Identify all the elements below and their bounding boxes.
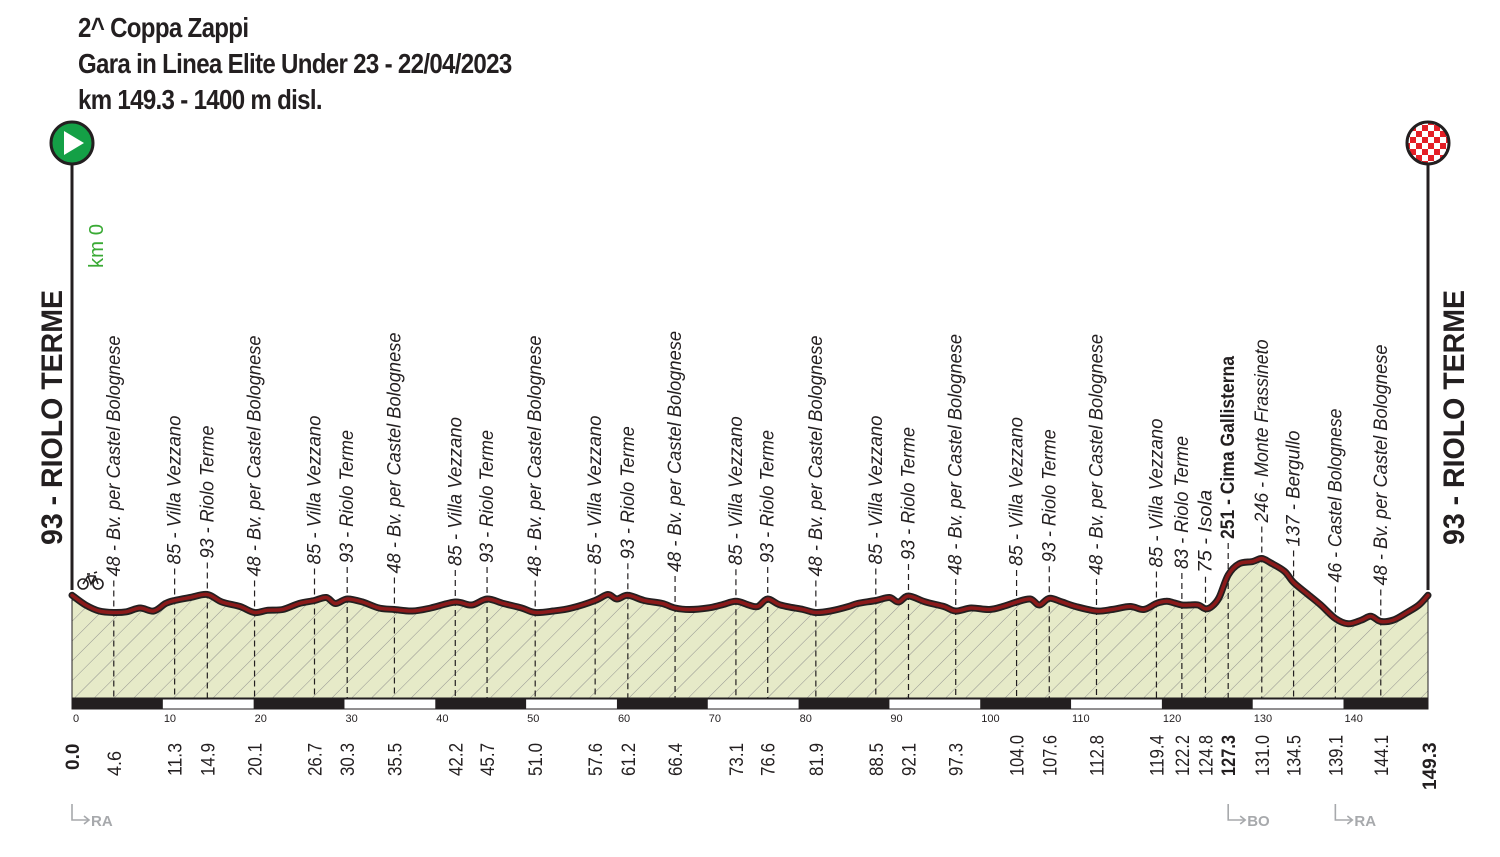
bicycle-icon: [78, 572, 103, 589]
waypoint-km-label: 66.4: [666, 739, 688, 776]
km-tick-label: 80: [799, 713, 812, 725]
checker-cell: [1446, 161, 1452, 167]
direction-label: BO: [1247, 813, 1270, 830]
checker-cell: [1428, 131, 1434, 137]
waypoint-label: 93 - Riolo Terme: [337, 423, 359, 563]
checker-cell: [1404, 125, 1410, 131]
waypoint-label: 137 - Bergullo: [1283, 428, 1305, 547]
km-tick-label: 0: [73, 713, 80, 725]
waypoint-km-label: 127.3: [1219, 728, 1241, 776]
waypoint-km-label: 20.1: [245, 739, 267, 776]
start-flag-icon: [51, 122, 93, 164]
waypoint-label: 93 - Riolo Terme: [477, 423, 499, 563]
waypoint-km-label: 4.6: [104, 749, 126, 776]
checker-cell: [1428, 125, 1434, 131]
checker-cell: [1416, 143, 1422, 149]
waypoint-label: 48 - Bv. per Castel Bolognese: [805, 325, 827, 577]
km-tick-label: 90: [890, 713, 903, 725]
waypoint-label: 75 - Isola: [1195, 494, 1217, 573]
checker-cell: [1404, 155, 1410, 161]
checker-cell: [1410, 143, 1416, 149]
checker-cell: [1422, 125, 1428, 131]
waypoint-label: 48 - Bv. per Castel Bolognese: [945, 323, 967, 575]
km-axis-segment: [980, 699, 1071, 709]
waypoint-km-label: 42.2: [446, 739, 468, 776]
waypoint-label: 48 - Bv. per Castel Bolognese: [1370, 334, 1392, 586]
race-title: 2^ Coppa Zappi: [78, 12, 249, 43]
checker-cell: [1422, 137, 1428, 143]
waypoint-label: 83 - Riolo Terme: [1171, 429, 1193, 569]
waypoint-label: 48 - Bv. per Castel Bolognese: [525, 325, 547, 577]
waypoint-km-label: 14.9: [198, 739, 220, 776]
waypoint-label: 48 - Bv. per Castel Bolognese: [103, 325, 125, 577]
waypoint-km-label: 30.3: [338, 739, 360, 776]
waypoint-km-label: 144.1: [1371, 728, 1393, 776]
checker-cell: [1434, 143, 1440, 149]
waypoint-km-label: 134.5: [1284, 728, 1306, 776]
waypoint-km-label: 51.0: [526, 739, 548, 776]
checker-cell: [1428, 149, 1434, 155]
direction-markers: [72, 804, 1376, 830]
start-location-label: 93 - RIOLO TERME: [36, 276, 69, 545]
km0-label: km 0: [86, 224, 108, 268]
waypoint-label: 48 - Bv. per Castel Bolognese: [384, 322, 406, 574]
finish-km-label: 149.3: [1420, 742, 1441, 790]
waypoint-labels: [63, 320, 1441, 790]
waypoint-label: 85 - Villa Vezzano: [1006, 413, 1028, 566]
waypoint-label: 48 - Bv. per Castel Bolognese: [244, 325, 266, 577]
km-tick-label: 70: [708, 713, 722, 725]
checker-cell: [1416, 137, 1422, 143]
waypoint-km-label: 107.6: [1040, 728, 1062, 776]
km-axis-segment: [1344, 699, 1428, 709]
waypoint-label: 85 - Villa Vezzano: [304, 412, 326, 565]
checker-cell: [1428, 137, 1434, 143]
checker-cell: [1440, 137, 1446, 143]
direction-label: RA: [1354, 813, 1377, 830]
km-axis-segment: [617, 699, 708, 709]
waypoint-km-label: 88.5: [866, 739, 888, 776]
checker-cell: [1410, 161, 1416, 167]
waypoint-label: 246 - Monte Frassineto: [1251, 327, 1273, 523]
waypoint-km-label: 119.4: [1147, 729, 1169, 776]
checker-cell: [1446, 119, 1452, 125]
waypoint-km-label: 61.2: [618, 739, 640, 776]
checker-cell: [1422, 155, 1428, 161]
km-tick-label: 100: [981, 713, 1000, 725]
waypoint-label: 85 - Villa Vezzano: [445, 413, 467, 566]
checker-cell: [1404, 119, 1410, 125]
waypoint-km-label: 131.0: [1252, 728, 1274, 776]
waypoint-km-label: 45.7: [478, 739, 500, 776]
checker-cell: [1434, 149, 1440, 155]
km-axis-segment: [254, 699, 345, 709]
waypoint-label: 93 - Riolo Terme: [197, 418, 219, 559]
waypoint-label: 48 - Bv. per Castel Bolognese: [1086, 323, 1108, 575]
waypoint-km-label: 139.1: [1326, 728, 1348, 776]
waypoint-label: 93 - Riolo Terme: [617, 419, 639, 560]
checker-cell: [1422, 143, 1428, 149]
km-tick-label: 110: [1072, 713, 1090, 725]
waypoint-label: 85 - Villa Vezzano: [1146, 415, 1168, 568]
km-axis: [72, 699, 1428, 725]
waypoint-km-label: 112.8: [1087, 729, 1109, 776]
waypoint-km-label: 35.5: [385, 739, 407, 776]
waypoint-km-label: 97.3: [946, 739, 968, 776]
waypoint-km-label: 104.0: [1007, 728, 1029, 776]
checker-cell: [1416, 149, 1422, 155]
waypoint-label: 85 - Villa Vezzano: [865, 412, 887, 565]
checker-cell: [1440, 161, 1446, 167]
waypoint-label: 85 - Villa Vezzano: [725, 413, 747, 566]
checker-cell: [1416, 131, 1422, 137]
finish-location-label: 93 - RIOLO TERME: [1438, 276, 1471, 545]
checker-cell: [1422, 131, 1428, 137]
waypoint-label: 93 - Riolo Terme: [757, 423, 779, 563]
checker-cell: [1440, 119, 1446, 125]
waypoint-km-label: 73.1: [726, 739, 748, 776]
km-tick-label: 120: [1162, 713, 1182, 725]
waypoint-km-label: 124.8: [1196, 728, 1218, 776]
km-axis-segment: [799, 699, 890, 709]
km-axis-segment: [1162, 699, 1253, 709]
checker-cell: [1428, 143, 1434, 149]
start-km-label: 0.0: [63, 743, 84, 770]
checker-cell: [1434, 137, 1440, 143]
waypoint-km-label: 57.6: [586, 739, 608, 776]
km-axis-segment: [72, 699, 163, 709]
checker-cell: [1404, 161, 1410, 167]
race-subtitle: Gara in Linea Elite Under 23 - 22/04/2023: [78, 48, 512, 79]
waypoint-label: 93 - Riolo Terme: [1039, 422, 1061, 563]
checker-cell: [1428, 155, 1434, 161]
waypoint-label: 46 - Castel Bolognese: [1325, 395, 1347, 583]
checker-cell: [1410, 119, 1416, 125]
waypoint-label: 85 - Villa Vezzano: [164, 412, 186, 565]
waypoint-label: 85 - Villa Vezzano: [585, 412, 607, 565]
km-axis-segment: [435, 699, 526, 709]
km-tick-label: 10: [163, 713, 177, 725]
km-tick-label: 30: [345, 713, 358, 725]
waypoint-label: 48 - Bv. per Castel Bolognese: [665, 320, 687, 572]
km-tick-label: 130: [1253, 713, 1273, 725]
waypoint-label: 251 - Cima Gallisterna: [1218, 340, 1240, 539]
checker-cell: [1440, 143, 1446, 149]
waypoint-km-label: 11.3: [165, 740, 187, 776]
waypoint-label: 93 - Riolo Terme: [898, 420, 920, 560]
km-tick-label: 60: [617, 713, 631, 725]
checkered-finish-icon: [1404, 119, 1452, 167]
km-tick-label: 40: [436, 713, 449, 725]
checker-cell: [1446, 125, 1452, 131]
checker-cell: [1410, 137, 1416, 143]
waypoint-km-label: 26.7: [305, 739, 327, 776]
waypoint-km-label: 122.2: [1172, 728, 1194, 776]
race-info: km 149.3 - 1400 m disl.: [78, 84, 322, 115]
waypoint-km-label: 76.6: [758, 739, 780, 776]
checker-cell: [1434, 131, 1440, 137]
km-tick-label: 140: [1344, 713, 1363, 725]
km-tick-label: 50: [527, 713, 540, 725]
waypoint-km-label: 92.1: [899, 739, 921, 776]
checker-cell: [1446, 155, 1452, 161]
km-tick-label: 20: [254, 713, 267, 725]
waypoint-km-label: 81.9: [806, 739, 828, 776]
direction-label: RA: [91, 813, 113, 830]
checker-cell: [1422, 149, 1428, 155]
